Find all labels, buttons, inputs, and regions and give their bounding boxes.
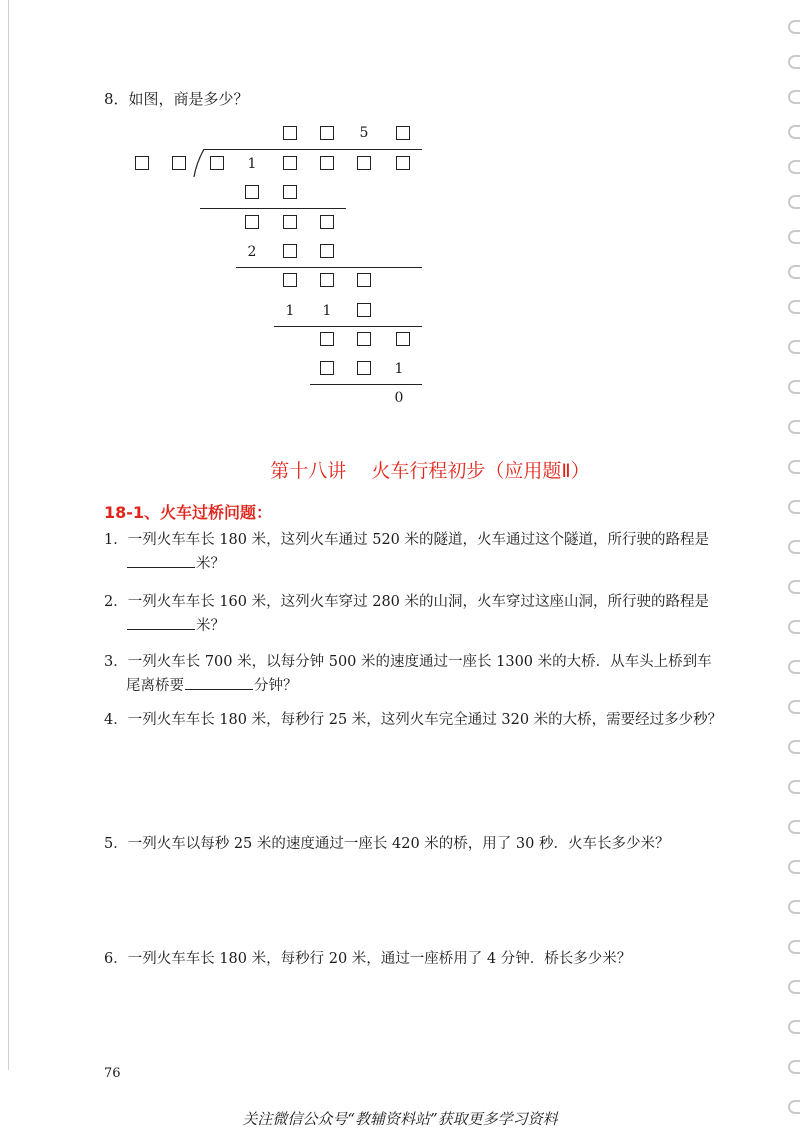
question-2 (104, 590, 744, 638)
question-5: 5．一列火车以每秒 25 米的速度通过一座长 420 米的桥，用了 30 秒．火车长多少米？ (104, 836, 670, 852)
subtraction-line (274, 326, 422, 327)
page-number: 76 (104, 1066, 121, 1081)
digit-box (245, 185, 259, 199)
digit-box (172, 156, 186, 170)
question-2-suffix: 米？ (196, 618, 225, 634)
digit: 1 (394, 361, 404, 377)
digit-box (283, 215, 297, 229)
question-3-suffix: 分钟？ (254, 678, 298, 694)
page-edge (8, 0, 9, 1070)
digit-box (283, 126, 297, 140)
digit: 1 (285, 303, 295, 319)
digit-box (357, 332, 371, 346)
digit-box (320, 361, 334, 375)
digit-box (135, 156, 149, 170)
digit-box (210, 156, 224, 170)
question-3-text: 3．一列火车长 700 米，以每分钟 500 米的速度通过一座长 1300 米的大桥．从车头上桥到车 (104, 654, 712, 670)
question-2-text: 2．一列火车车长 160 米，这列火车穿过 280 米的山洞，火车穿过这座山洞，所行驶的路程是 (104, 594, 710, 610)
question-1-text: 1．一列火车车长 180 米，这列火车通过 520 米的隧道，火车通过这个隧道，所行驶的路程是 (104, 532, 710, 548)
digit-box (320, 126, 334, 140)
division-bracket (192, 149, 206, 179)
digit-box (283, 273, 297, 287)
answer-blank[interactable] (127, 553, 195, 568)
question-4: 4．一列火车车长 180 米，每秒行 25 米，这列火车完全通过 320 米的大桥，需要经过多少秒？ (104, 712, 723, 728)
footer-note: 关注微信公众号“教辅资料站”获取更多学习资料 (242, 1110, 558, 1128)
digit-box (396, 156, 410, 170)
digit-box (245, 215, 259, 229)
digit-box (320, 273, 334, 287)
digit-box (283, 185, 297, 199)
subtraction-line (310, 384, 422, 385)
digit: 1 (322, 303, 332, 319)
digit-box (396, 126, 410, 140)
digit-box (283, 156, 297, 170)
question-1-suffix: 米？ (196, 556, 225, 572)
digit-box (320, 332, 334, 346)
question-3 (104, 650, 744, 698)
digit: 2 (247, 244, 257, 260)
lecture-title: 第十八讲 火车行程初步（应用题Ⅱ） (270, 460, 590, 482)
answer-blank[interactable] (127, 615, 195, 630)
digit-box (357, 361, 371, 375)
digit-box (357, 273, 371, 287)
division-bar (204, 149, 422, 150)
question-8-label: 8．如图，商是多少？ (104, 90, 249, 108)
digit-box (283, 244, 297, 258)
question-1 (104, 528, 744, 576)
digit-box (320, 244, 334, 258)
digit-box (357, 303, 371, 317)
digit: 5 (359, 125, 369, 141)
question-3-prefix: 尾离桥要 (126, 678, 184, 694)
digit-box (396, 332, 410, 346)
digit-box (320, 156, 334, 170)
digit: 1 (247, 156, 257, 172)
answer-blank[interactable] (185, 675, 253, 690)
remainder-digit: 0 (394, 390, 404, 406)
subtraction-line (236, 267, 422, 268)
digit-box (357, 156, 371, 170)
subtraction-line (200, 208, 346, 209)
section-title: 18-1、火车过桥问题： (104, 503, 273, 522)
digit-box (320, 215, 334, 229)
question-6: 6．一列火车车长 180 米，每秒行 20 米，通过一座桥用了 4 分钟．桥长多少米？ (104, 951, 632, 967)
